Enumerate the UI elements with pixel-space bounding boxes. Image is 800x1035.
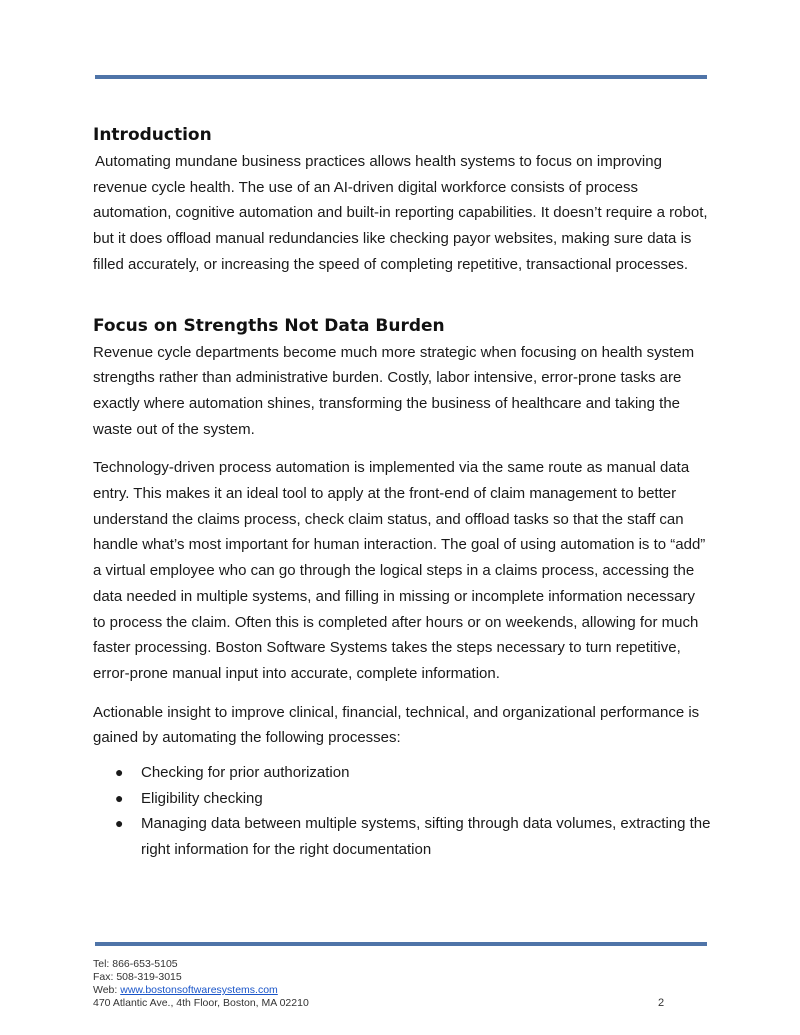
list-item [115, 760, 711, 786]
focus-paragraph-2: Technology-driven process automation is implemented via the same route as manual data entry. This makes it an ideal tool to apply at the front-end of claim management to better understand the claims process, check claim status, and offload tasks so that the staff can handle what’s most important for human interaction. The goal of using automation is to “add” a virtual employee who can go through the logical steps in a claims process, accessing the data needed in multiple systems, and filling in missing or incomplete information necessary to process the claim. Often this is completed after hours or on weekends, allowing for much faster processing. Boston Software Systems takes the steps necessary to turn repetitive, error-prone manual input into accurate, complete information. [93, 459, 706, 682]
footer-address: 470 Atlantic Ave., 4th Floor, Boston, MA 02210 [93, 997, 309, 1009]
page-number: 2 [658, 997, 665, 1009]
website-link[interactable]: www.bostonsoftwaresystems.com [120, 984, 278, 996]
footer-rule [95, 942, 707, 946]
focus-paragraph-1: Revenue cycle departments become much more strategic when focusing on health system strengths rather than administrative burden. Costly, labor intensive, error-prone tasks are exactly where automation shines, transforming the business of healthcare and taking the waste out of the system. [93, 343, 695, 438]
footer-web-label: Web: [93, 984, 121, 996]
header-rule [95, 75, 707, 79]
focus-paragraph-3: Actionable insight to improve clinical, financial, technical, and organizational performance is gained by automating the following processes: [93, 703, 700, 747]
process-list [93, 760, 711, 863]
footer-contact [93, 958, 673, 1010]
bullet-icon: ● [115, 789, 124, 806]
footer-tel: Tel: 866-653-5105 [93, 958, 178, 970]
footer-fax: Fax: 508-319-3015 [93, 971, 182, 983]
document-body [93, 118, 711, 863]
intro-heading: Introduction [93, 125, 212, 145]
list-item [115, 786, 711, 812]
bullet-icon: ● [115, 764, 124, 781]
bullet-icon: ● [115, 815, 124, 832]
footer-web [93, 984, 673, 997]
list-item-text: Managing data between multiple systems, sifting through data volumes, extracting the right information for the right documentation [141, 815, 711, 859]
focus-heading: Focus on Strengths Not Data Burden [93, 315, 445, 336]
intro-paragraph: Automating mundane business practices allows health systems to focus on improving revenue cycle health. The use of an AI-driven digital workforce consists of process automation, cognitive automation and built-in reporting capabilities. It doesn’t require a robot, but it does offload manual redundancies like checking payor websites, making sure data is filled accurately, or increasing the speed of completing repetitive, transactional processes. [93, 153, 708, 273]
list-item-text: Eligibility checking [141, 789, 263, 807]
list-item-text: Checking for prior authorization [141, 764, 350, 782]
list-item [115, 811, 711, 862]
